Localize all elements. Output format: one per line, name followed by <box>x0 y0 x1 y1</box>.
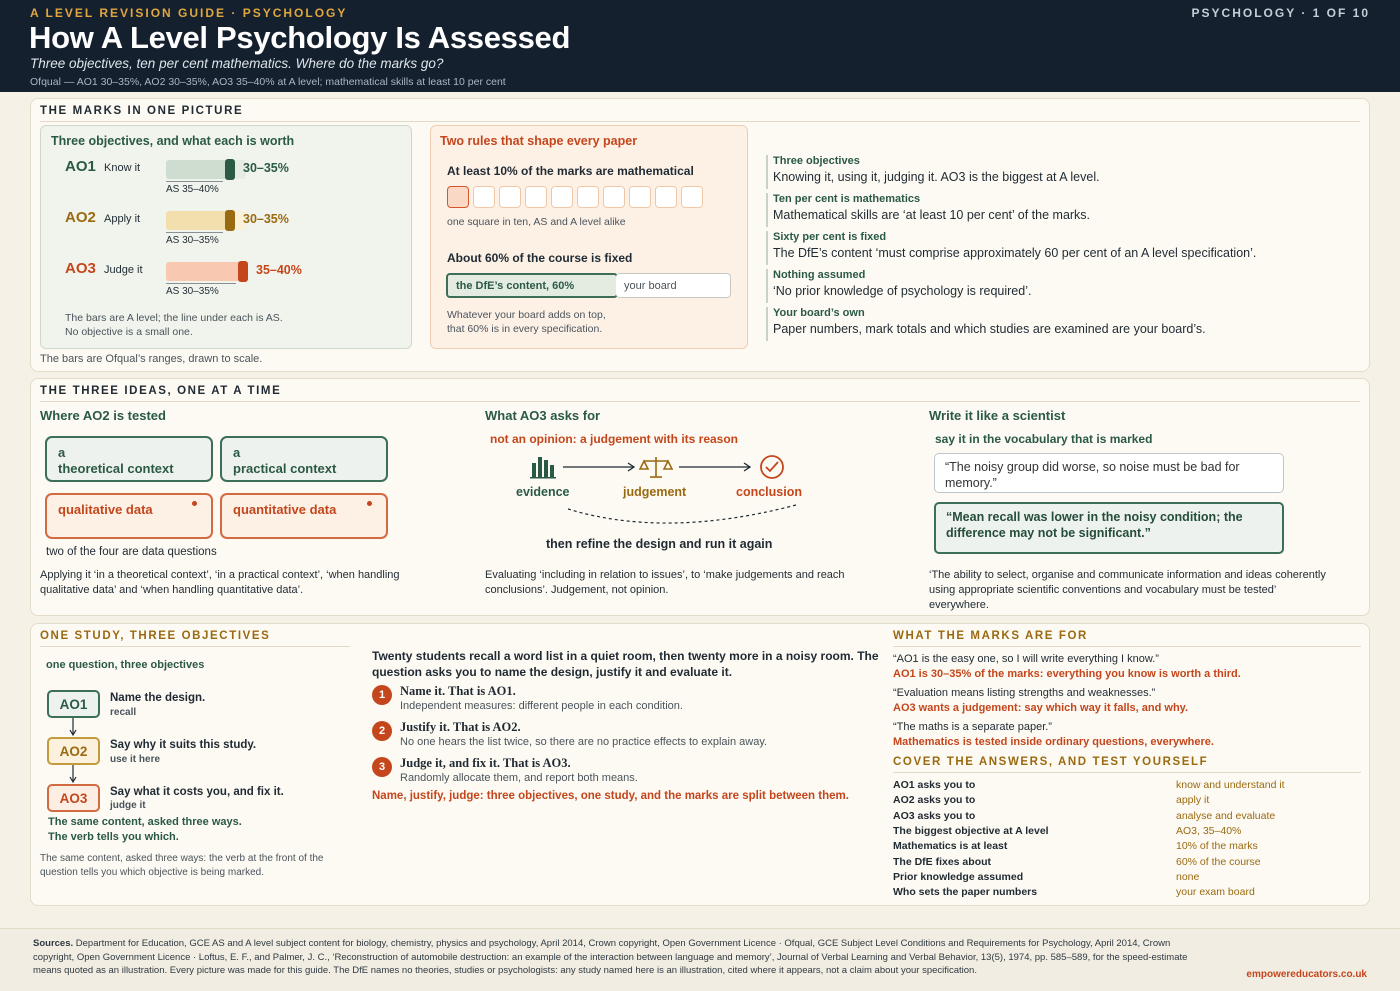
fact-text: Mathematical skills are ‘at least 10 per cent’ of the marks. <box>773 208 1091 222</box>
ao-code-1: AO1 <box>65 158 96 175</box>
board-content-bar: your board <box>616 273 731 298</box>
myth-quote: “Evaluation means listing strengths and weaknesses.” <box>893 687 1156 699</box>
fact-accent <box>766 231 768 265</box>
three-ideas-panel <box>30 378 1370 616</box>
fact-accent <box>766 193 768 227</box>
ao-verb-2: Apply it <box>104 213 141 225</box>
myth-quote: “AO1 is the easy one, so I will write everything I know.” <box>893 653 1159 665</box>
ao-bar-1 <box>166 160 246 179</box>
scientist-tagline: say it in the vocabulary that is marked <box>935 432 1153 446</box>
bar-chart-icon <box>530 457 556 479</box>
answer-text: Randomly allocate them, and report both means. <box>400 772 638 784</box>
bars-note-1: The bars are A level; the line under each is AS. <box>65 312 283 324</box>
myth-fix: AO3 wants a judgement: say which way it falls, and why. <box>893 702 1189 714</box>
answer-number: 1 <box>372 685 392 705</box>
flow-loop-label: then refine the design and run it again <box>546 537 773 551</box>
ao-bar-fill <box>166 160 233 179</box>
myth-fix: Mathematics is tested inside ordinary questions, everywhere. <box>893 736 1214 748</box>
refine-loop <box>568 505 796 523</box>
test-question: The DfE fixes about <box>893 855 992 868</box>
section-title-marks: THE MARKS IN ONE PICTURE <box>40 105 244 117</box>
chain-ao1: AO1 <box>47 690 100 718</box>
mark-square <box>603 186 625 208</box>
answer-text: Independent measures: different people in each condition. <box>400 700 683 712</box>
green-note-1: The same content, asked three ways. <box>48 816 242 828</box>
answer-title: Justify it. That is AO2. <box>400 720 521 734</box>
scales-icon <box>640 457 672 477</box>
test-answer[interactable]: apply it <box>1176 794 1210 807</box>
ao-bar-marker <box>238 261 248 282</box>
study-note-1: The same content, asked three ways: the verb at the front of the <box>40 853 324 864</box>
test-answer[interactable]: 10% of the marks <box>1176 840 1258 853</box>
study-summary: Name, justify, judge: three objectives, one study, and the marks are split between them. <box>372 790 849 802</box>
ao3-tagline: not an opinion: a judgement with its reason <box>490 432 739 446</box>
ao-bar-fill <box>166 262 246 281</box>
mark-square <box>499 186 521 208</box>
one-study-panel <box>30 623 1370 906</box>
chain-ao1-sub: recall <box>110 707 137 718</box>
rules-heading: Two rules that shape every paper <box>440 134 638 148</box>
ao-range-1: 30–35% <box>243 161 289 175</box>
test-answer[interactable]: analyse and evaluate <box>1176 809 1276 822</box>
ao2-caption: two of the four are data questions <box>46 546 217 558</box>
chain-ao3: AO3 <box>47 784 100 812</box>
test-question: AO2 asks you to <box>893 794 976 807</box>
ao-bar-marker <box>225 210 235 231</box>
section-rule <box>893 772 1361 773</box>
flow-step-judgement: judgement <box>623 485 687 499</box>
page-title: How A Level Psychology Is Assessed <box>29 20 571 55</box>
fact-accent <box>766 155 768 189</box>
chain-ao1-task: Name the design. <box>110 692 206 704</box>
section-title-test: COVER THE ANSWERS, AND TEST YOURSELF <box>893 756 1209 768</box>
site-link[interactable]: empowereducators.co.uk <box>1246 969 1367 980</box>
myth-fix: AO1 is 30–35% of the marks: everything you know is worth a third. <box>893 668 1241 680</box>
bars-note-2: No objective is a small one. <box>65 326 193 338</box>
scientist-heading: Write it like a scientist <box>929 408 1066 423</box>
mark-square <box>681 186 703 208</box>
test-question: The biggest objective at A level <box>893 824 1049 837</box>
data-dot <box>192 501 197 506</box>
scenario-line-1: Twenty students recall a word list in a quiet room, then twenty more in a noisy room. The <box>372 649 879 663</box>
chain-ao2: AO2 <box>47 737 100 765</box>
fact-title: Nothing assumed <box>773 269 866 281</box>
dfe-content-bar: the DfE’s content, 60% <box>446 273 618 298</box>
myth-quote: “The maths is a separate paper.” <box>893 721 1052 733</box>
test-answer[interactable]: AO3, 35–40% <box>1176 824 1242 837</box>
rules-box <box>430 125 748 349</box>
fact-accent <box>766 307 768 341</box>
check-circle-icon <box>761 456 783 478</box>
scientist-body-1: ‘The ability to select, organise and communicate information and ideas coherently <box>929 569 1326 581</box>
page-subtitle: Three objectives, ten per cent mathematics. Where do the marks go? <box>30 56 444 71</box>
scientist-body-2: using appropriate scientific conventions and vocabulary must be tested’ <box>929 584 1277 596</box>
fact-title: Your board’s own <box>773 307 865 319</box>
fixed-heading: About 60% of the course is fixed <box>447 251 633 265</box>
context-quantitative: quantitative data <box>220 493 388 539</box>
strong-quote: “Mean recall was lower in the noisy condition; the difference may not be significant.” <box>934 502 1284 554</box>
weak-quote: “The noisy group did worse, so noise must be bad for memory.” <box>934 453 1284 493</box>
mark-square <box>577 186 599 208</box>
scientist-body-3: everywhere. <box>929 599 989 611</box>
chain-ao2-sub: use it here <box>110 754 161 765</box>
ao2-body-1: Applying it ‘in a theoretical context’, ‘in a practical context’, ‘when handling <box>40 569 400 581</box>
page-counter: PSYCHOLOGY · 1 OF 10 <box>1191 6 1370 20</box>
fact-text: Paper numbers, mark totals and which studies are examined are your board’s. <box>773 322 1206 336</box>
ao-bar-3 <box>166 262 246 281</box>
as-line <box>166 283 236 284</box>
section-title-ideas: THE THREE IDEAS, ONE AT A TIME <box>40 385 282 397</box>
math-caption: one square in ten, AS and A level alike <box>447 216 626 228</box>
mark-square <box>655 186 677 208</box>
section-title-study: ONE STUDY, THREE OBJECTIVES <box>40 630 271 642</box>
flow-step-conclusion: conclusion <box>736 485 802 499</box>
ao-bar-fill <box>166 211 233 230</box>
green-note-2: The verb tells you which. <box>48 831 179 843</box>
marks-picture-panel <box>30 98 1370 372</box>
scenario-line-2: question asks you to name the design, justify it and evaluate it. <box>372 665 733 679</box>
ao-as-3: AS 30–35% <box>166 286 219 297</box>
fact-text: The DfE’s content ‘must comprise approximately 60 per cent of an A level specification’. <box>773 246 1257 260</box>
mark-square <box>525 186 547 208</box>
mark-square <box>447 186 469 208</box>
chain-ao3-task: Say what it costs you, and fix it. <box>110 786 284 798</box>
fixed-note-1: Whatever your board adds on top, <box>447 309 606 321</box>
test-question: Mathematics is at least <box>893 840 1008 853</box>
context-theoretical: a theoretical context <box>45 436 213 482</box>
ao-range-2: 30–35% <box>243 212 289 226</box>
test-question: AO3 asks you to <box>893 809 976 822</box>
mark-square <box>629 186 651 208</box>
data-dot <box>367 501 372 506</box>
ao3-heading: What AO3 asks for <box>485 408 601 423</box>
flow-step-evidence: evidence <box>516 485 570 499</box>
mark-square <box>473 186 495 208</box>
ofqual-line: Ofqual — AO1 30–35%, AO2 30–35%, AO3 35–40% at A level; mathematical skills at least 10 per cent <box>30 76 506 88</box>
guide-kicker: A LEVEL REVISION GUIDE · PSYCHOLOGY <box>30 6 348 20</box>
answer-text: No one hears the list twice, so there are no practice effects to explain away. <box>400 736 768 748</box>
bars-caption: The bars are Ofqual’s ranges, drawn to scale. <box>40 353 263 365</box>
ao-bar-marker <box>225 159 235 180</box>
ao-as-1: AS 35–40% <box>166 184 219 195</box>
as-line <box>166 232 223 233</box>
sources-text: Sources. Department for Education, GCE AS and A level subject content for biology, chemistry, physics and psychology, April 2014, Crown copyright, Open Government Licence · Ofqual, GCE Subject Level Conditions and Requirements for Psychology, April 2014, Crown copyright, Open Government Licence · Loftus, E. F., and Palmer, J. C., ‘Reconstruction of automobile destruction: an example of the interaction between language and memory’, Journal of Verbal Learning and Verbal Behavior, 13(5), 1974, pp. 585–589, for the speed-estimate means quoted as an illustration. Every picture was made for this guide. The DfE names no theories, studies or psychologists: any study named here is an illustration, cited where it appears, not a claim about your specification. <box>33 938 1188 976</box>
objectives-box <box>40 125 412 349</box>
study-tagline: one question, three objectives <box>46 659 205 671</box>
test-question: AO1 asks you to <box>893 779 976 791</box>
section-rule <box>40 646 350 647</box>
math-heading: At least 10% of the marks are mathematical <box>447 164 694 178</box>
ao-range-3: 35–40% <box>256 263 302 277</box>
answer-number: 2 <box>372 721 392 741</box>
test-answer[interactable]: your exam board <box>1176 886 1255 899</box>
test-question: Who sets the paper numbers <box>893 886 1038 899</box>
fixed-note-2: that 60% is in every specification. <box>447 323 603 335</box>
context-practical: a practical context <box>220 436 388 482</box>
chain-ao2-task: Say why it suits this study. <box>110 739 257 751</box>
fact-text: Knowing it, using it, judging it. AO3 is the biggest at A level. <box>773 170 1100 184</box>
chain-ao3-sub: judge it <box>110 800 146 811</box>
ao-verb-1: Know it <box>104 162 141 174</box>
ao-code-3: AO3 <box>65 260 96 277</box>
sources-footer <box>0 928 1400 991</box>
fact-title: Sixty per cent is fixed <box>773 231 887 243</box>
fact-text: ‘No prior knowledge of psychology is required’. <box>773 284 1032 298</box>
ao-bar-2 <box>166 211 246 230</box>
test-answer[interactable]: none <box>1176 870 1200 883</box>
section-rule <box>40 401 1360 402</box>
test-answer[interactable]: know and understand it <box>1176 779 1285 791</box>
ao2-body-2: qualitative data’ and ‘when handling quantitative data’. <box>40 584 304 596</box>
page-header <box>0 0 1400 92</box>
section-rule <box>893 646 1361 647</box>
ao3-body-2: conclusions’. Judgement, not opinion. <box>485 584 669 596</box>
objectives-heading: Three objectives, and what each is worth <box>51 134 295 148</box>
section-title-marks-for: WHAT THE MARKS ARE FOR <box>893 630 1088 642</box>
context-qualitative: qualitative data <box>45 493 213 539</box>
fact-title: Three objectives <box>773 155 860 167</box>
ao-as-2: AS 30–35% <box>166 235 219 246</box>
as-line <box>166 181 223 182</box>
ao-code-2: AO2 <box>65 209 96 226</box>
ao2-heading: Where AO2 is tested <box>40 408 166 423</box>
answer-number: 3 <box>372 757 392 777</box>
fact-accent <box>766 269 768 303</box>
test-question: Prior knowledge assumed <box>893 870 1024 883</box>
ao3-body-1: Evaluating ‘including in relation to issues’, to ‘make judgements and reach <box>485 569 845 581</box>
ao-verb-3: Judge it <box>104 264 143 276</box>
section-rule <box>40 121 1360 122</box>
test-answer[interactable]: 60% of the course <box>1176 855 1261 868</box>
answer-title: Judge it, and fix it. That is AO3. <box>400 756 571 770</box>
answer-title: Name it. That is AO1. <box>400 684 516 698</box>
mark-square <box>551 186 573 208</box>
study-note-2: question tells you which objective is being marked. <box>40 867 265 878</box>
fact-title: Ten per cent is mathematics <box>773 193 921 205</box>
